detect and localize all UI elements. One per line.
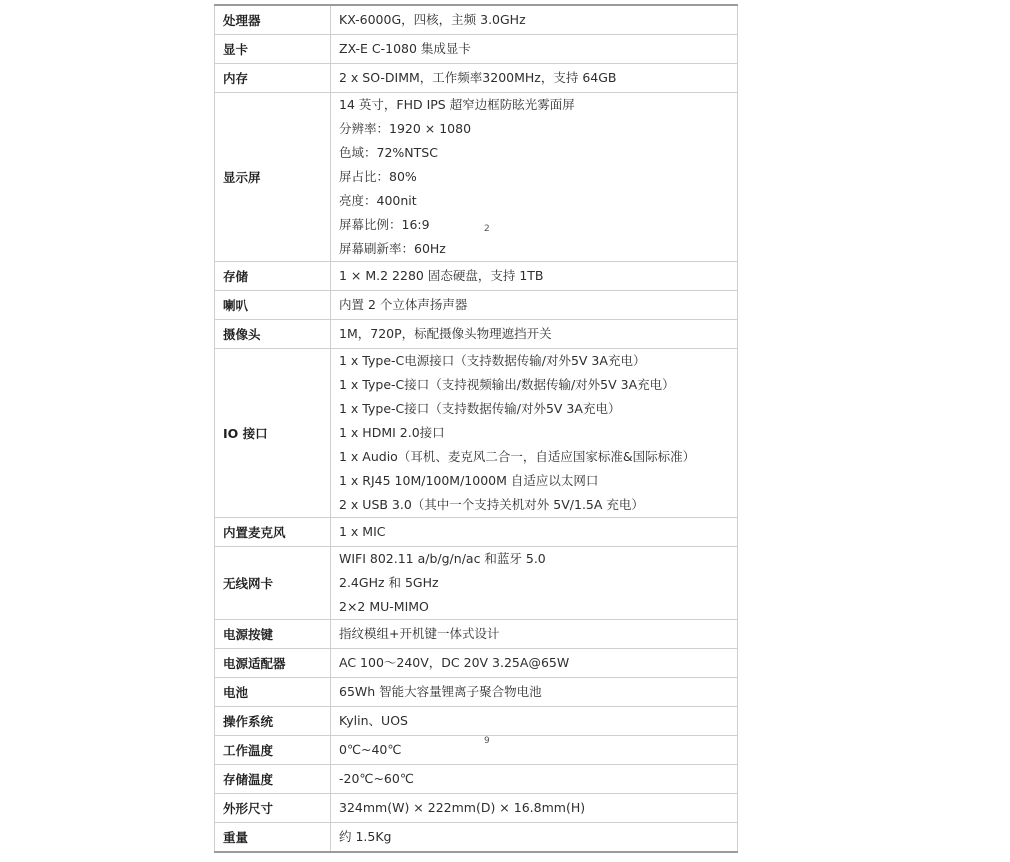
stray-mark: 2 xyxy=(484,224,490,234)
spec-label: IO 接口 xyxy=(215,349,331,518)
spec-label: 喇叭 xyxy=(215,291,331,320)
spec-value: 2 x USB 3.0（其中一个支持关机对外 5V/1.5A 充电） xyxy=(339,497,644,512)
spec-value: 65Wh 智能大容量锂离子聚合物电池 xyxy=(339,684,542,699)
spec-value: 14 英寸，FHD IPS 超窄边框防眩光雾面屏 xyxy=(339,97,575,112)
spec-value: 屏幕刷新率：60Hz xyxy=(339,241,446,256)
spec-value: 324mm(W) × 222mm(D) × 16.8mm(H) xyxy=(339,800,586,815)
spec-value: WIFI 802.11 a/b/g/n/ac 和蓝牙 5.0 xyxy=(339,551,546,566)
spec-value: 内置 2 个立体声扬声器 xyxy=(339,297,468,312)
spec-value: 1 x Audio（耳机、麦克风二合一，自适应国家标准&国际标准） xyxy=(339,449,696,464)
spec-value-cell xyxy=(331,5,738,35)
spec-label: 电源按键 xyxy=(215,620,331,649)
spec-value: 屏占比：80% xyxy=(339,169,417,184)
spec-value: 1 x Type-C电源接口（支持数据传输/对外5V 3A充电） xyxy=(339,353,646,368)
spec-row xyxy=(215,823,738,853)
spec-value-cell xyxy=(331,262,738,291)
spec-value-cell xyxy=(331,823,738,853)
spec-label: 处理器 xyxy=(215,5,331,35)
spec-row xyxy=(215,547,738,620)
spec-value-cell xyxy=(331,620,738,649)
spec-value: 分辨率：1920 × 1080 xyxy=(339,121,472,136)
spec-value: AC 100～240V，DC 20V 3.25A@65W xyxy=(339,655,570,670)
spec-value: Kylin、UOS xyxy=(339,713,408,728)
spec-value: 1M，720P，标配摄像头物理遮挡开关 xyxy=(339,326,552,341)
spec-value: 2.4GHz 和 5GHz xyxy=(339,575,439,590)
spec-value: -20℃~60℃ xyxy=(339,771,414,786)
spec-row xyxy=(215,64,738,93)
spec-value-cell xyxy=(331,93,738,262)
spec-label: 摄像头 xyxy=(215,320,331,349)
spec-label: 存储 xyxy=(215,262,331,291)
spec-label: 显示屏 xyxy=(215,93,331,262)
spec-value: 亮度：400nit xyxy=(339,193,417,208)
spec-row xyxy=(215,35,738,64)
spec-label: 重量 xyxy=(215,823,331,853)
spec-value-cell xyxy=(331,320,738,349)
spec-value: 1 × M.2 2280 固态硬盘，支持 1TB xyxy=(339,268,544,283)
spec-value: 1 x Type-C接口（支持数据传输/对外5V 3A充电） xyxy=(339,401,621,416)
spec-row xyxy=(215,518,738,547)
spec-value: 屏幕比例：16:9 xyxy=(339,217,430,232)
spec-value: 指纹模组+开机键一体式设计 xyxy=(339,626,500,641)
spec-row xyxy=(215,707,738,736)
spec-value: 2 x SO-DIMM，工作频率3200MHz，支持 64GB xyxy=(339,70,617,85)
spec-table-body xyxy=(215,5,738,852)
spec-label: 显卡 xyxy=(215,35,331,64)
spec-row xyxy=(215,262,738,291)
spec-value-cell xyxy=(331,649,738,678)
spec-value: 2×2 MU-MIMO xyxy=(339,599,429,614)
spec-row xyxy=(215,349,738,518)
spec-value: 1 x MIC xyxy=(339,524,386,539)
spec-value-cell xyxy=(331,794,738,823)
spec-value: 1 x RJ45 10M/100M/1000M 自适应以太网口 xyxy=(339,473,599,488)
spec-label: 操作系统 xyxy=(215,707,331,736)
spec-row xyxy=(215,765,738,794)
spec-value: 1 x HDMI 2.0接口 xyxy=(339,425,445,440)
spec-row xyxy=(215,93,738,262)
spec-row xyxy=(215,291,738,320)
spec-value-cell xyxy=(331,291,738,320)
spec-label: 内置麦克风 xyxy=(215,518,331,547)
spec-value: 1 x Type-C接口（支持视频输出/数据传输/对外5V 3A充电） xyxy=(339,377,675,392)
spec-row xyxy=(215,794,738,823)
spec-label: 内存 xyxy=(215,64,331,93)
spec-value: 约 1.5Kg xyxy=(339,829,392,844)
spec-value: 色域：72%NTSC xyxy=(339,145,438,160)
spec-label: 外形尺寸 xyxy=(215,794,331,823)
spec-value-cell xyxy=(331,765,738,794)
spec-label: 存储温度 xyxy=(215,765,331,794)
spec-value: KX-6000G，四核，主频 3.0GHz xyxy=(339,12,526,27)
spec-value-cell xyxy=(331,736,738,765)
spec-value-cell xyxy=(331,35,738,64)
spec-row xyxy=(215,649,738,678)
spec-table xyxy=(214,4,738,853)
spec-value-cell xyxy=(331,349,738,518)
spec-row xyxy=(215,5,738,35)
spec-value-cell xyxy=(331,678,738,707)
spec-row xyxy=(215,736,738,765)
stray-mark: 9 xyxy=(484,736,490,746)
spec-label: 电池 xyxy=(215,678,331,707)
spec-row xyxy=(215,678,738,707)
spec-value-cell xyxy=(331,547,738,620)
spec-value: ZX-E C-1080 集成显卡 xyxy=(339,41,471,56)
spec-value-cell xyxy=(331,64,738,93)
spec-value-cell xyxy=(331,518,738,547)
spec-value-cell xyxy=(331,707,738,736)
spec-label: 电源适配器 xyxy=(215,649,331,678)
spec-label: 无线网卡 xyxy=(215,547,331,620)
spec-value: 0℃~40℃ xyxy=(339,742,402,757)
spec-row xyxy=(215,320,738,349)
spec-label: 工作温度 xyxy=(215,736,331,765)
spec-row xyxy=(215,620,738,649)
